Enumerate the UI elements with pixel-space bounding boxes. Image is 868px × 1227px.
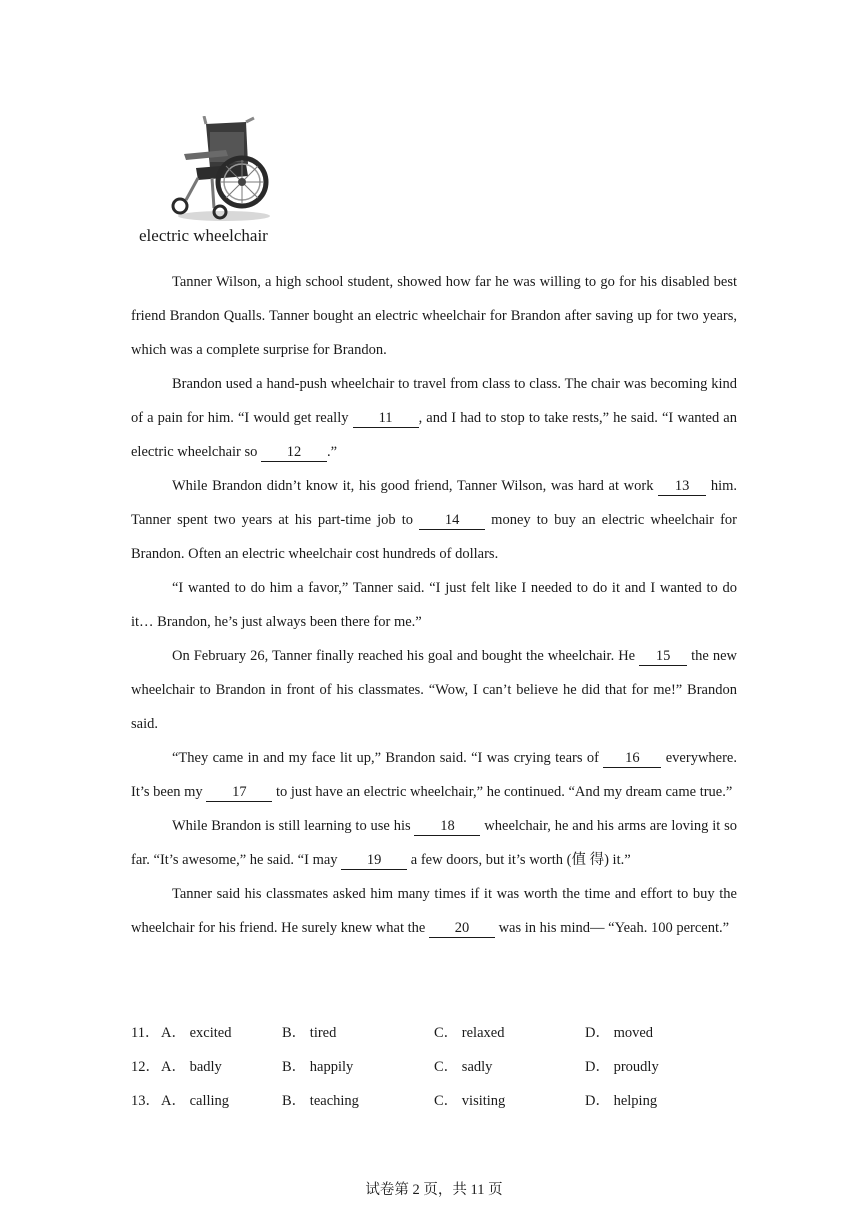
paragraph-text: .” <box>327 444 338 460</box>
paragraph-text: the new wheelchair to Brandon in front of his classmates. “Wow, I can’t believe he did that for me!” Brandon said. <box>131 648 737 732</box>
article-body <box>131 265 737 945</box>
figure-caption: electric wheelchair <box>139 226 268 245</box>
paragraph-text: “They came in and my face lit up,” Brandon said. “I was crying tears of <box>172 750 604 766</box>
question-row <box>131 1050 737 1084</box>
paragraph <box>131 877 737 945</box>
option-c: C． visiting <box>434 1093 506 1109</box>
option-a: A． excited <box>161 1025 232 1041</box>
paragraph-text: him. Tanner spent two years at his part-time job to <box>131 478 738 528</box>
option-c: C． sadly <box>434 1059 493 1075</box>
question-row <box>131 1084 737 1118</box>
question-row <box>131 1016 737 1050</box>
option-d: D． helping <box>585 1093 658 1109</box>
paragraph <box>131 809 737 877</box>
paragraph-text: While Brandon is still learning to use his <box>172 818 415 834</box>
blank-17: 17 <box>206 783 272 802</box>
paragraph-text: “I wanted to do him a favor,” Tanner said. “I just felt like I needed to do it and I wanted to do it… Brandon, he’s just always been there for me.” <box>131 580 737 630</box>
page-footer: 试卷第 2 页，共 11 页 <box>365 1182 503 1198</box>
paragraph-text: Tanner said his classmates asked him many times if it was worth the time and effort to buy the wheelchair for his friend. He surely knew what the <box>131 886 737 936</box>
paragraph-text: While Brandon didn’t know it, his good friend, Tanner Wilson, was hard at work <box>172 478 659 494</box>
blank-11: 11 <box>353 409 419 428</box>
paragraph <box>131 741 737 809</box>
paragraph-text: a few doors, but it’s worth (值 得) it.” <box>407 852 631 868</box>
paragraph <box>131 367 737 469</box>
paragraph-text: On February 26, Tanner finally reached his goal and bought the wheelchair. He <box>172 648 640 664</box>
blank-20: 20 <box>429 919 495 938</box>
blank-18: 18 <box>414 817 480 836</box>
option-b: B． happily <box>282 1059 354 1075</box>
paragraph-text: was in his mind— “Yeah. 100 percent.” <box>494 920 730 936</box>
paragraph <box>131 265 737 367</box>
blank-14: 14 <box>419 511 485 530</box>
blank-15: 15 <box>639 647 687 666</box>
question-number: 13． <box>131 1093 160 1109</box>
blank-19: 19 <box>341 851 407 870</box>
paragraph-text: Tanner Wilson, a high school student, showed how far he was willing to go for his disabled best friend Brandon Qualls. Tanner bought an electric wheelchair for Brandon after saving up for two years, which was a complete surprise for Brandon. <box>131 274 737 358</box>
paragraph-text: everywhere. It’s been my <box>131 750 737 800</box>
option-b: B． teaching <box>282 1093 359 1109</box>
paragraph-text: to just have an electric wheelchair,” he continued. “And my dream came true.” <box>272 784 733 800</box>
question-number: 11． <box>131 1025 160 1041</box>
paragraph <box>131 469 737 571</box>
paragraph-text: , and I had to stop to take rests,” he said. “I wanted an electric wheelchair so <box>131 410 737 460</box>
option-d: D． moved <box>585 1025 654 1041</box>
option-a: A． calling <box>161 1093 230 1109</box>
option-c: C． relaxed <box>434 1025 505 1041</box>
blank-12: 12 <box>261 443 327 462</box>
paragraph <box>131 639 737 741</box>
answer-options <box>131 1016 737 1118</box>
option-a: A． badly <box>161 1059 222 1075</box>
paragraph-text: Brandon used a hand-push wheelchair to travel from class to class. The chair was becoming kind of a pain for him. “I would get really <box>131 376 737 426</box>
paragraph <box>131 571 737 639</box>
paragraph-text: money to buy an electric wheelchair for Brandon. Often an electric wheelchair cost hundreds of dollars. <box>131 512 737 562</box>
option-d: D． proudly <box>585 1059 659 1075</box>
question-number: 12． <box>131 1059 160 1075</box>
blank-16: 16 <box>603 749 661 768</box>
blank-13: 13 <box>658 477 706 496</box>
paragraph-text: wheelchair, he and his arms are loving it so far. “It’s awesome,” he said. “I may <box>131 818 737 868</box>
option-b: B． tired <box>282 1025 337 1041</box>
wheelchair-image <box>166 116 274 226</box>
